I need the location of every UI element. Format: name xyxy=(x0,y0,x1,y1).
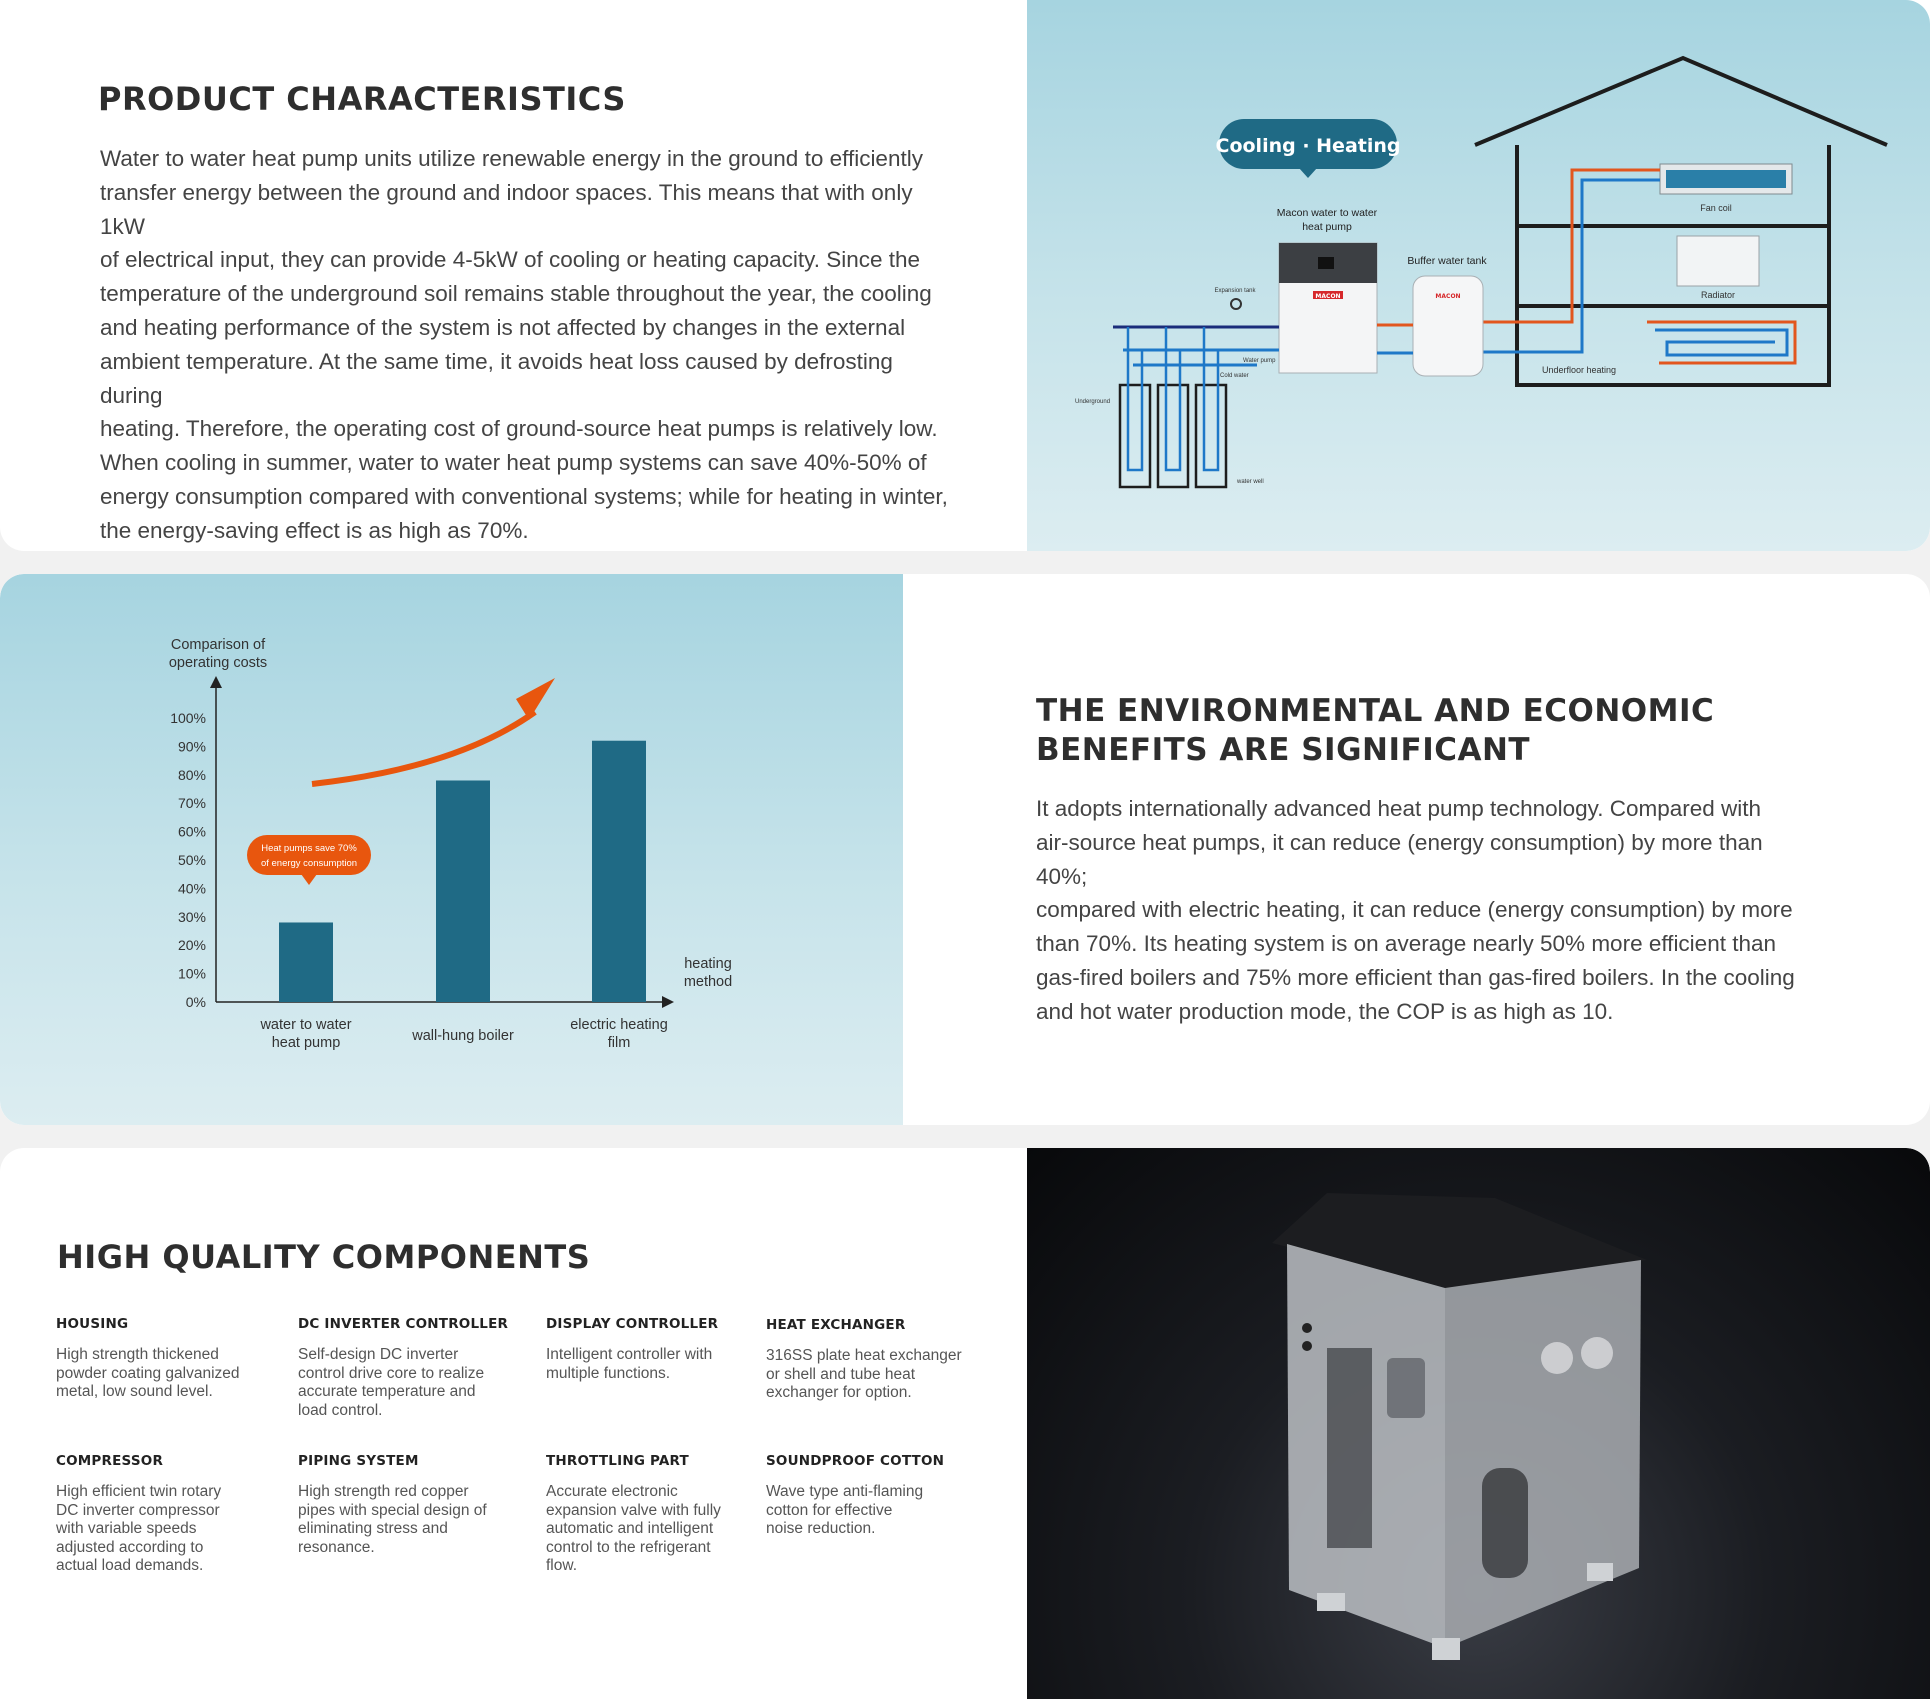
underfloor-label: Underfloor heating xyxy=(1542,365,1617,375)
unit-label: heat pump xyxy=(1302,221,1352,233)
bar xyxy=(436,780,490,1002)
y-ticks xyxy=(170,710,206,1010)
paragraph-line: heating. Therefore, the operating cost of ground-source heat pumps is relatively low. xyxy=(100,416,938,442)
desc-line: or shell and tube heat xyxy=(766,1365,916,1383)
y-tick-label: 40% xyxy=(177,880,206,897)
cost-chart xyxy=(0,574,903,1125)
y-tick-label: 0% xyxy=(185,994,206,1010)
y-tick-label: 20% xyxy=(177,937,206,954)
y-tick-label: 70% xyxy=(177,795,206,812)
x-category-label: heat pump xyxy=(271,1035,341,1051)
badge-text: Cooling · Heating xyxy=(1215,135,1401,157)
callout-text: Heat pumps save 70% xyxy=(261,843,357,854)
buffer-tank xyxy=(1413,276,1483,376)
component-item xyxy=(56,1453,271,1576)
desc-line: metal, low sound level. xyxy=(56,1383,213,1400)
component-heading: PIPING SYSTEM xyxy=(298,1453,419,1469)
desc-line: Wave type anti-flaming xyxy=(766,1483,924,1500)
paragraph-line: and heating performance of the system is not affected by changes in the external xyxy=(100,314,906,340)
components-section xyxy=(0,1148,1930,1699)
desc-line: flow. xyxy=(546,1557,578,1574)
component-description xyxy=(766,1483,981,1539)
y-axis-label: operating costs xyxy=(168,655,268,671)
x-category-label: wall-hung boiler xyxy=(412,1028,514,1044)
expansion-tank-icon xyxy=(1231,299,1241,309)
desc-line: control drive core to realize xyxy=(298,1364,485,1382)
component-description xyxy=(56,1346,271,1402)
tank-brand: MACON xyxy=(1435,293,1461,300)
underground-label: Underground xyxy=(1075,399,1111,405)
fan xyxy=(1581,1337,1613,1369)
section-paragraph xyxy=(100,142,960,548)
display-screen xyxy=(1318,257,1334,269)
paragraph-line: When cooling in summer, water to water heat pump systems can save 40%-50% of xyxy=(100,450,927,476)
desc-line: High strength red copper xyxy=(298,1483,469,1500)
desc-line: resonance. xyxy=(298,1538,375,1556)
paragraph-line: than 70%. Its heating system is on average nearly 50% more efficient than xyxy=(1036,931,1777,957)
desc-line: with variable speeds xyxy=(56,1520,197,1537)
compressor xyxy=(1482,1468,1528,1578)
desc-line: actual load demands. xyxy=(56,1557,204,1574)
well-loop xyxy=(1204,327,1218,470)
fan-coil-label: Fan coil xyxy=(1700,203,1732,213)
callout-text: of energy consumption xyxy=(260,858,358,869)
tank-label: Buffer water tank xyxy=(1407,255,1487,267)
well xyxy=(1196,385,1226,487)
component-heading: SOUNDPROOF COTTON xyxy=(766,1453,945,1469)
radiator-label: Radiator xyxy=(1700,290,1736,300)
desc-line: eliminating stress and xyxy=(298,1520,448,1537)
desc-line: Self-design DC inverter xyxy=(298,1346,459,1363)
desc-line: pipes with special design of xyxy=(298,1501,487,1519)
callout-bubble xyxy=(247,835,371,875)
component-description xyxy=(56,1483,271,1576)
desc-line: accurate temperature and xyxy=(298,1383,476,1400)
bar xyxy=(279,922,333,1002)
fan-coil-fins xyxy=(1666,170,1786,188)
well-loop xyxy=(1128,327,1142,470)
paragraph-line: ambient temperature. At the same time, it avoids heat loss caused by defrosting during xyxy=(100,348,893,408)
hot-pipe xyxy=(1483,170,1660,322)
unit-front-panel xyxy=(1445,1260,1641,1648)
desc-line: High strength thickened xyxy=(56,1346,219,1363)
water-well-label: water well xyxy=(1237,479,1264,485)
component-item xyxy=(546,1453,761,1576)
badge-pointer xyxy=(1299,168,1317,178)
heat-exchanger xyxy=(1327,1348,1372,1548)
paragraph-line: transfer energy between the ground and indoor spaces. This means that with only 1kW xyxy=(100,179,913,239)
paragraph-line: temperature of the underground soil remains stable throughout the year, the cooling xyxy=(100,281,932,307)
water-pump-label: Water pump xyxy=(1243,358,1276,364)
product-characteristics-section xyxy=(0,0,1930,551)
house-roof xyxy=(1475,58,1887,145)
component-heading: THROTTLING PART xyxy=(546,1453,689,1469)
component-item xyxy=(56,1316,271,1402)
component-item xyxy=(766,1453,981,1539)
system-diagram-svg xyxy=(1027,0,1930,551)
paragraph-line: the energy-saving effect is as high as 70%. xyxy=(100,517,529,543)
desc-line: cotton for effective xyxy=(766,1501,893,1519)
y-axis-label: Comparison of xyxy=(170,637,266,653)
desc-line: expansion valve with fully xyxy=(546,1501,721,1519)
desc-line: exchanger for option. xyxy=(766,1384,912,1401)
component-heading: DC INVERTER CONTROLLER xyxy=(298,1316,509,1332)
unit-foot xyxy=(1317,1593,1345,1611)
plate-exchanger xyxy=(1387,1358,1425,1418)
component-heading: COMPRESSOR xyxy=(56,1453,164,1469)
y-tick-label: 100% xyxy=(170,710,206,726)
well-loop xyxy=(1166,327,1180,470)
y-tick-label: 10% xyxy=(177,965,206,982)
component-description xyxy=(766,1347,981,1403)
component-description xyxy=(298,1346,513,1420)
y-tick-label: 30% xyxy=(177,908,206,925)
desc-line: Intelligent controller with xyxy=(546,1346,713,1363)
component-description xyxy=(298,1483,513,1557)
component-item xyxy=(298,1453,513,1557)
system-diagram xyxy=(1027,0,1930,551)
unit-label: Macon water to water xyxy=(1276,207,1378,219)
trend-arrow xyxy=(312,712,535,784)
section-title xyxy=(1036,692,1796,770)
title-line: THE ENVIRONMENTAL AND ECONOMIC xyxy=(1036,693,1715,729)
paragraph-line: compared with electric heating, it can reduce (energy consumption) by more xyxy=(1036,897,1793,923)
desc-line: automatic and intelligent xyxy=(546,1520,714,1537)
paragraph-line: air-source heat pumps, it can reduce (energy consumption) by more than 40%; xyxy=(1036,829,1763,889)
product-photo xyxy=(1027,1148,1930,1699)
desc-line: Accurate electronic xyxy=(546,1483,678,1500)
cold-water-label: Cold water xyxy=(1220,373,1249,379)
desc-line: powder coating galvanized xyxy=(56,1364,240,1382)
desc-line: adjusted according to xyxy=(56,1538,204,1556)
component-heading: HEAT EXCHANGER xyxy=(766,1317,906,1333)
x-category-label: electric heating xyxy=(570,1017,668,1033)
desc-line: High efficient twin rotary xyxy=(56,1483,222,1500)
desc-line: 316SS plate heat exchanger xyxy=(766,1347,962,1364)
well xyxy=(1158,385,1188,487)
desc-line: noise reduction. xyxy=(766,1520,876,1537)
y-tick-label: 60% xyxy=(177,823,206,840)
well xyxy=(1120,385,1150,487)
x-category-label: water to water xyxy=(260,1017,352,1033)
component-heading: HOUSING xyxy=(56,1316,129,1332)
section-title: PRODUCT CHARACTERISTICS xyxy=(98,80,626,118)
x-categories xyxy=(259,1017,667,1051)
paragraph-line: gas-fired boilers and 75% more efficient than gas-fired boilers. In the cooling xyxy=(1036,964,1795,990)
fan xyxy=(1541,1342,1573,1374)
x-category-label: film xyxy=(607,1035,631,1051)
paragraph-line: of electrical input, they can provide 4-5kW of cooling or heating capacity. Since the xyxy=(100,247,921,273)
bar xyxy=(592,741,646,1002)
benefits-section xyxy=(0,574,1930,1125)
y-tick-label: 90% xyxy=(177,738,206,755)
radiator-unit xyxy=(1677,236,1759,286)
x-axis-label: method xyxy=(683,974,733,990)
component-item xyxy=(546,1316,761,1383)
component-heading: DISPLAY CONTROLLER xyxy=(546,1316,719,1332)
heat-pump-illustration xyxy=(1027,1148,1930,1699)
port xyxy=(1302,1323,1312,1333)
paragraph-line: Water to water heat pump units utilize renewable energy in the ground to efficiently xyxy=(100,146,923,171)
brand-text: MACON xyxy=(1315,293,1341,300)
component-item xyxy=(766,1317,981,1403)
title-line: BENEFITS ARE SIGNIFICANT xyxy=(1036,732,1531,768)
cost-chart-svg xyxy=(0,574,903,1125)
expansion-tank-label: Expansion tank xyxy=(1214,288,1256,294)
callout-pointer xyxy=(301,874,317,885)
y-tick-label: 80% xyxy=(177,766,206,783)
y-tick-label: 50% xyxy=(177,852,206,868)
desc-line: multiple functions. xyxy=(546,1364,671,1382)
paragraph-line: It adopts internationally advanced heat pump technology. Compared with xyxy=(1036,796,1762,821)
underfloor-pipe xyxy=(1655,330,1787,355)
component-description xyxy=(546,1483,761,1576)
component-description xyxy=(546,1346,761,1383)
x-axis-label: heating xyxy=(684,956,732,972)
component-item xyxy=(298,1316,513,1420)
unit-foot xyxy=(1432,1638,1460,1660)
desc-line: control to the refrigerant xyxy=(546,1538,711,1556)
paragraph-line: energy consumption compared with conventional systems; while for heating in winter, xyxy=(100,483,948,509)
port xyxy=(1302,1341,1312,1351)
section-title: HIGH QUALITY COMPONENTS xyxy=(57,1238,591,1276)
unit-foot xyxy=(1587,1563,1613,1581)
section-paragraph xyxy=(1036,792,1816,1029)
desc-line: load control. xyxy=(298,1401,383,1419)
desc-line: DC inverter compressor xyxy=(56,1501,220,1519)
paragraph-line: and hot water production mode, the COP is as high as 10. xyxy=(1036,998,1614,1024)
